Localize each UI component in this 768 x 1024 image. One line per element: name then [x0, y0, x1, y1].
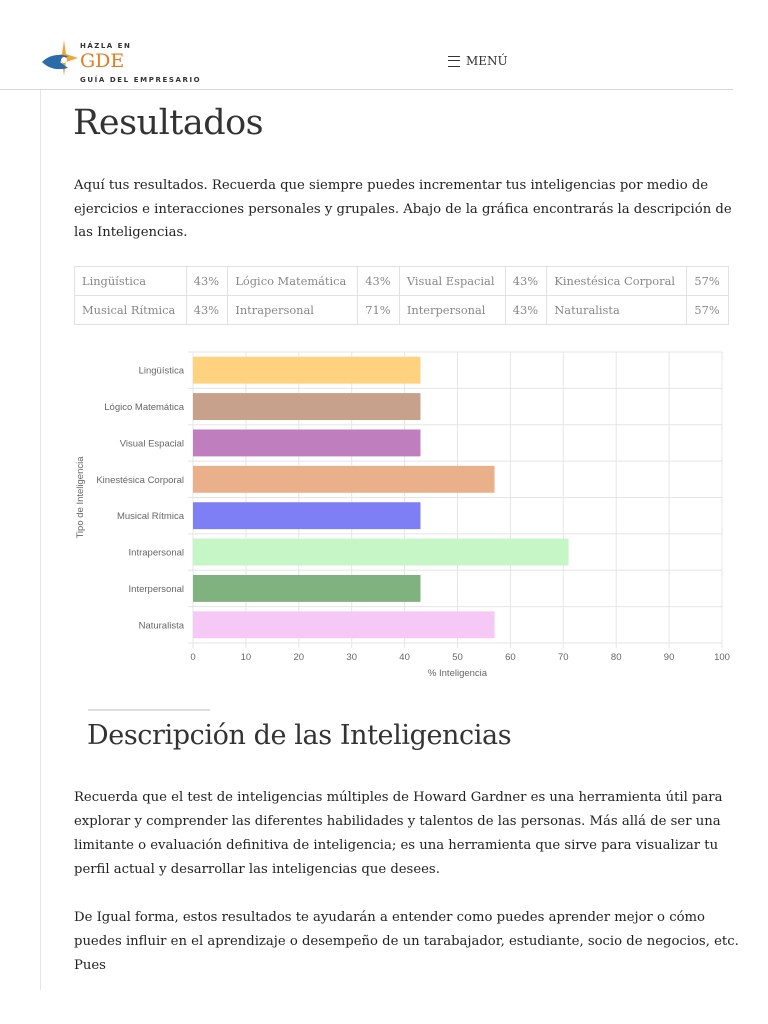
bar	[193, 502, 420, 529]
logo-top-text: HÁZLA EN	[80, 42, 132, 50]
x-tick-label: 50	[452, 652, 463, 663]
y-category-label: Naturalista	[138, 620, 184, 632]
intelligence-bar-chart	[70, 345, 735, 690]
table-cell-label: Lingüística	[75, 267, 187, 296]
y-category-label: Interpersonal	[128, 583, 184, 595]
y-category-label: Musical Rítmica	[116, 511, 184, 523]
table-cell-label: Kinestésica Corporal	[547, 267, 687, 296]
logo-main-text: GDE	[80, 50, 125, 72]
site-header	[0, 0, 733, 90]
section-divider	[88, 709, 210, 711]
table-cell-value: 43%	[358, 267, 400, 296]
bar	[193, 357, 420, 384]
content-border	[40, 90, 41, 990]
description-paragraph-2: De Igual forma, estos resultados te ayudarán a entender como puedes aprender mejor o cómo puedes influir en el aprendizaje o desempeño de un tarabajador, estudiante, socio de negocios, etc. Pues	[74, 910, 739, 973]
x-tick-label: 10	[240, 652, 252, 663]
table-cell-label: Visual Espacial	[399, 267, 505, 296]
table-row	[75, 267, 729, 296]
bar	[193, 466, 495, 493]
description-title: Descripción de las Inteligencias	[87, 720, 512, 751]
bar	[193, 611, 495, 638]
table-cell-label: Lógico Matemática	[228, 267, 358, 296]
hamburger-icon	[448, 56, 460, 67]
table-cell-value: 57%	[687, 296, 729, 325]
logo-sub-text: GUÍA DEL EMPRESARIO	[80, 76, 202, 84]
x-tick-label: 30	[346, 652, 357, 663]
menu-button[interactable]	[448, 54, 508, 68]
table-cell-value: 43%	[186, 296, 228, 325]
y-category-label: Lingüística	[138, 365, 184, 377]
table-cell-value: 43%	[505, 296, 547, 325]
table-row	[75, 296, 729, 325]
compass-icon	[38, 38, 78, 86]
results-table	[74, 266, 729, 325]
table-cell-value: 71%	[358, 296, 400, 325]
bar	[193, 539, 569, 566]
x-tick-label: 90	[663, 652, 675, 663]
menu-label: MENÚ	[466, 54, 508, 68]
intro-paragraph: Aquí tus resultados. Recuerda que siempre puedes incrementar tus inteligencias por medio de ejercicios e interacciones personales y grupales. Abajo de la gráfica encontrarás la descripción de las Inteligencias.	[74, 178, 732, 240]
x-tick-label: 0	[190, 652, 196, 663]
table-cell-value: 43%	[505, 267, 547, 296]
y-category-label: Intrapersonal	[128, 547, 184, 559]
table-cell-label: Intrapersonal	[228, 296, 358, 325]
page-title: Resultados	[73, 103, 264, 143]
bar	[193, 575, 420, 602]
x-tick-label: 80	[610, 652, 622, 663]
x-tick-label: 70	[558, 652, 569, 663]
table-cell-value: 57%	[687, 267, 729, 296]
x-tick-label: 40	[399, 652, 410, 663]
y-axis-title: Tipo de Inteligencia	[75, 456, 86, 539]
description-paragraph-1: Recuerda que el test de inteligencias múltiples de Howard Gardner es una herramienta útil para explorar y comprender las diferentes habilidades y talentos de las personas. Más allá de ser una limitante o evaluación definitiva de inteligencia; es una herramienta que sirve para visualizar tu perfil actual y desarrollar las inteligencias que desees.	[74, 790, 723, 877]
x-tick-label: 20	[293, 652, 305, 663]
table-cell-label: Musical Rítmica	[75, 296, 187, 325]
table-cell-label: Interpersonal	[399, 296, 505, 325]
table-cell-value: 43%	[186, 267, 228, 296]
bar	[193, 429, 420, 456]
table-cell-label: Naturalista	[547, 296, 687, 325]
y-category-label: Visual Espacial	[119, 438, 184, 450]
x-tick-label: 100	[714, 652, 730, 663]
y-category-label: Kinestésica Corporal	[96, 474, 184, 486]
bar	[193, 393, 420, 420]
x-tick-label: 60	[505, 652, 516, 663]
x-axis-title: % Inteligencia	[427, 668, 488, 679]
site-logo[interactable]	[38, 38, 208, 88]
y-category-label: Lógico Matemática	[104, 402, 184, 414]
